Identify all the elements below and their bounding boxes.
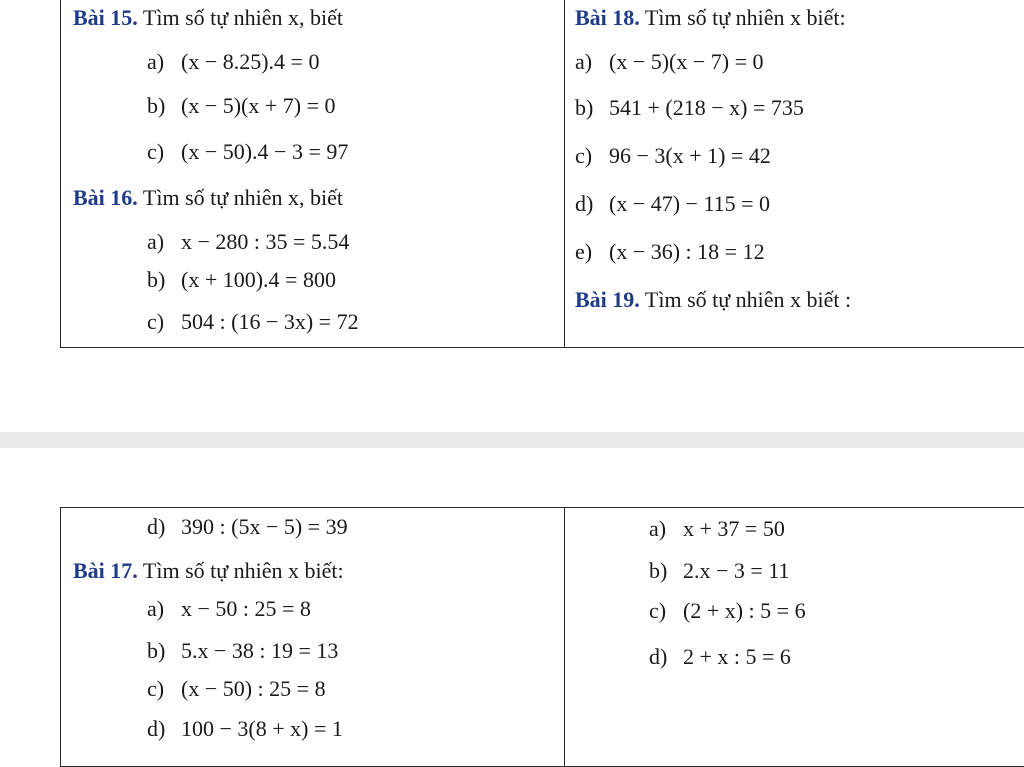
exercise-17b: b) 5.x − 38 : 19 = 13	[147, 638, 339, 663]
worksheet-page-bottom	[0, 448, 1024, 752]
exercise-15b: b) (x − 5)(x + 7) = 0	[147, 93, 336, 118]
exercise-16c: c) 504 : (16 − 3x) = 72	[147, 309, 359, 334]
exercise-16-heading: Bài 16. Tìm số tự nhiên x, biết	[73, 185, 344, 210]
exercise-19b: b) 2.x − 3 = 11	[649, 558, 790, 583]
exercise-18d: d) (x − 47) − 115 = 0	[575, 191, 771, 216]
exercise-18e: e) (x − 36) : 18 = 12	[575, 239, 765, 264]
exercise-17c: c) (x − 50) : 25 = 8	[147, 676, 326, 701]
exercise-15a: a) (x − 8.25).4 = 0	[147, 49, 320, 74]
exercise-18-heading: Bài 18. Tìm số tự nhiên x biết:	[575, 5, 846, 30]
exercise-15c: c) (x − 50).4 − 3 = 97	[147, 139, 349, 164]
column-divider	[564, 0, 565, 347]
exercise-table-top	[60, 0, 1024, 348]
exercise-18b: b) 541 + (218 − x) = 735	[575, 95, 804, 120]
exercise-18c: c) 96 − 3(x + 1) = 42	[575, 143, 771, 168]
page-gap	[0, 432, 1024, 448]
exercise-16d: d) 390 : (5x − 5) = 39	[147, 514, 348, 539]
exercise-16a: a) x − 280 : 35 = 5.54	[147, 229, 350, 254]
exercise-17a: a) x − 50 : 25 = 8	[147, 596, 311, 621]
exercise-16b: b) (x + 100).4 = 800	[147, 267, 336, 292]
exercise-15-heading: Bài 15. Tìm số tự nhiên x, biết	[73, 5, 344, 30]
exercise-17d: d) 100 − 3(8 + x) = 1	[147, 716, 343, 741]
exercise-19a: a) x + 37 = 50	[649, 516, 785, 541]
exercise-18a: a) (x − 5)(x − 7) = 0	[575, 49, 764, 74]
exercise-17-heading: Bài 17. Tìm số tự nhiên x biết:	[73, 558, 344, 583]
exercise-19c: c) (2 + x) : 5 = 6	[649, 598, 806, 623]
exercise-19d: d) 2 + x : 5 = 6	[649, 644, 791, 669]
column-divider	[564, 508, 565, 766]
exercise-19-heading: Bài 19. Tìm số tự nhiên x biết :	[575, 287, 852, 312]
exercise-table-bottom	[60, 507, 1024, 767]
